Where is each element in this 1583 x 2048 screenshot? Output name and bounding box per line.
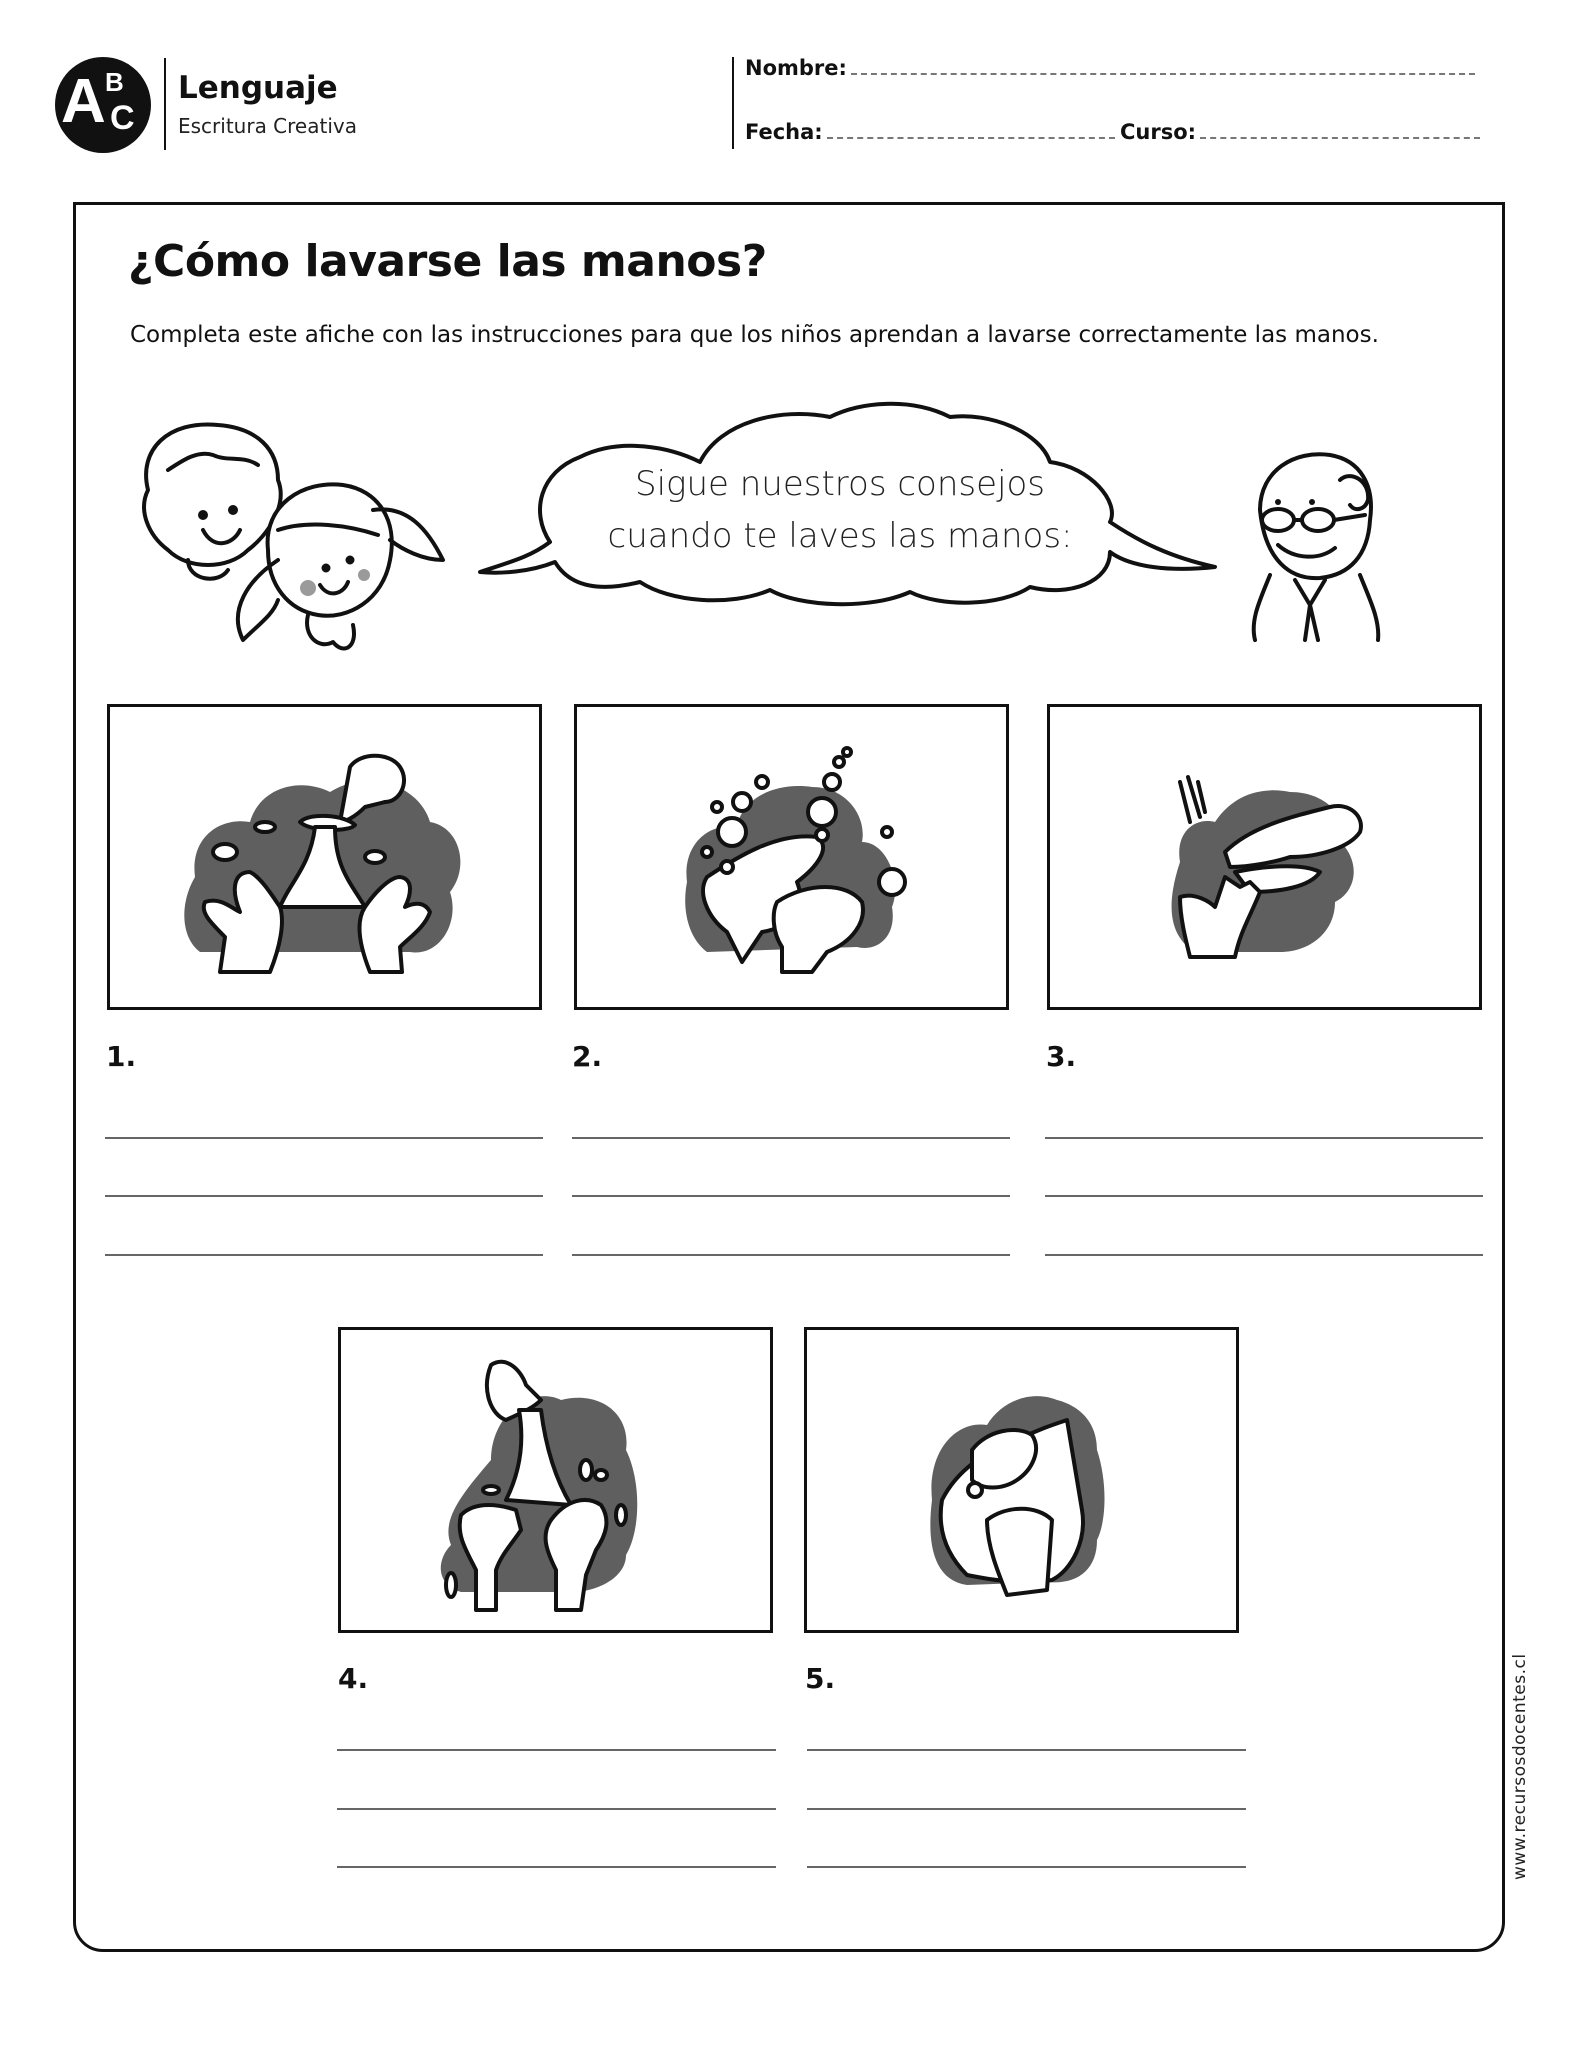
step-3-answer-line-2[interactable]: [1045, 1195, 1483, 1197]
step-5-number: 5.: [805, 1662, 836, 1695]
logo-letter-b: B: [105, 67, 124, 97]
subject-title: Lenguaje: [178, 70, 338, 106]
fecha-label: Fecha:: [745, 120, 823, 144]
step-5-picture: [804, 1327, 1239, 1633]
speech-bubble-text: [560, 458, 1120, 562]
step-5-answer-line-2[interactable]: [807, 1808, 1246, 1810]
drying-hands-towel-icon: [807, 1330, 1236, 1630]
curso-field[interactable]: [1120, 120, 1480, 144]
step-1-answer-line-2[interactable]: [105, 1195, 543, 1197]
speech-bubble-line-2: cuando te laves las manos:: [607, 516, 1073, 556]
website-credit: www.recursosdocentes.cl: [1510, 1653, 1530, 1880]
step-1-answer-line-1[interactable]: [105, 1137, 543, 1139]
step-4-picture: [338, 1327, 773, 1633]
step-4-number: 4.: [338, 1662, 369, 1695]
step-5-answer-line-3[interactable]: [807, 1866, 1246, 1868]
step-4-answer-line-2[interactable]: [337, 1808, 776, 1810]
nombre-label: Nombre:: [745, 56, 847, 80]
subject-subtitle: Escritura Creativa: [178, 114, 357, 138]
fields-divider: [732, 57, 734, 149]
children-illustration-icon: [128, 410, 458, 670]
step-3-number: 3.: [1046, 1040, 1077, 1073]
step-2-answer-line-1[interactable]: [572, 1137, 1010, 1139]
fecha-input-line[interactable]: [827, 137, 1115, 139]
step-1-number: 1.: [106, 1040, 137, 1073]
nombre-input-line[interactable]: [851, 73, 1475, 75]
step-1-picture: [107, 704, 542, 1010]
grandpa-illustration-icon: [1240, 440, 1390, 645]
logo-letter-a: A: [61, 67, 106, 136]
step-4-answer-line-1[interactable]: [337, 1749, 776, 1751]
nail-brush-scrubbing-icon: [1050, 707, 1479, 1007]
step-3-answer-line-1[interactable]: [1045, 1137, 1483, 1139]
step-1-answer-line-3[interactable]: [105, 1254, 543, 1256]
step-3-picture: [1047, 704, 1482, 1010]
curso-label: Curso:: [1120, 120, 1197, 144]
step-2-answer-line-3[interactable]: [572, 1254, 1010, 1256]
logo-letter-c: C: [110, 99, 135, 137]
curso-input-line[interactable]: [1200, 137, 1480, 139]
step-2-picture: [574, 704, 1009, 1010]
nombre-field[interactable]: [745, 56, 1475, 80]
faucet-running-water-icon: [110, 707, 539, 1007]
step-3-answer-line-3[interactable]: [1045, 1254, 1483, 1256]
speech-bubble-line-1: Sigue nuestros consejos: [635, 464, 1045, 504]
rinsing-hands-faucet-icon: [341, 1330, 770, 1630]
abc-logo: [55, 57, 151, 153]
step-2-number: 2.: [572, 1040, 603, 1073]
step-2-answer-line-2[interactable]: [572, 1195, 1010, 1197]
worksheet-title: ¿Cómo lavarse las manos?: [128, 236, 767, 287]
worksheet-instructions: Completa este afiche con las instrucciones para que los niños aprendan a lavarse correctamente las manos.: [130, 322, 1379, 348]
soap-bubbles-hands-icon: [577, 707, 1006, 1007]
fecha-field[interactable]: [745, 120, 1115, 144]
step-5-answer-line-1[interactable]: [807, 1749, 1246, 1751]
header-divider: [164, 58, 166, 150]
step-4-answer-line-3[interactable]: [337, 1866, 776, 1868]
